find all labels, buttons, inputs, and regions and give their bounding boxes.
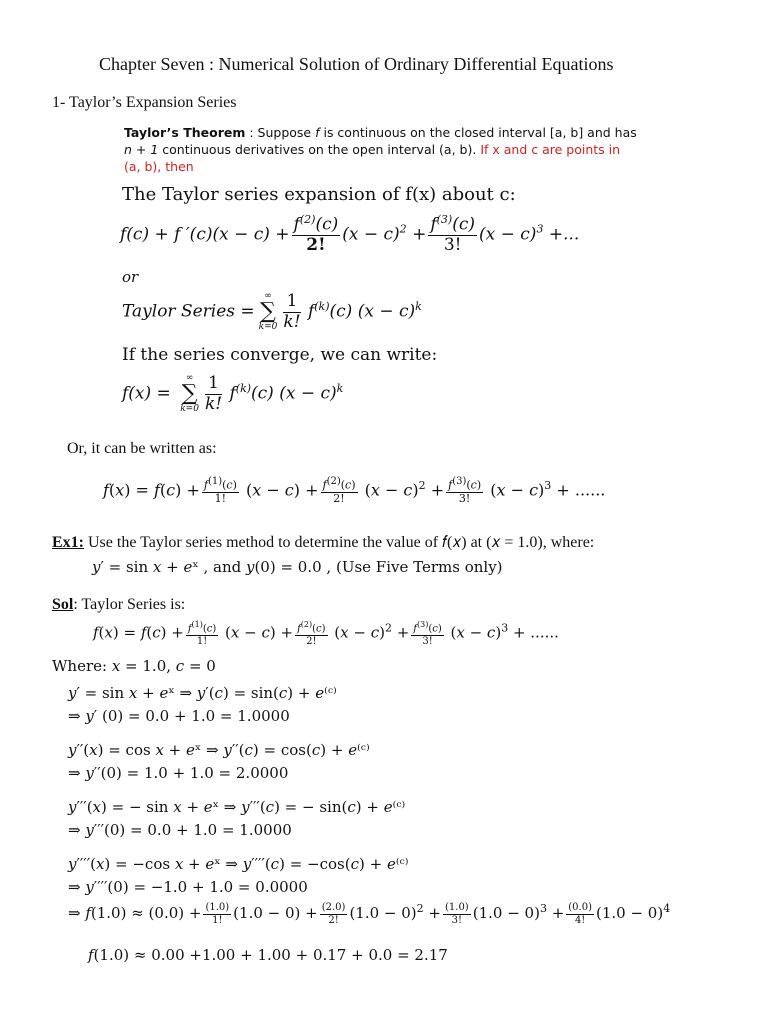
- final-result: 𝑓(1.0) ≈ 0.00 +1.00 + 1.00 + 0.17 + 0.0 = 2.17: [88, 946, 448, 964]
- derivative-line-2: 𝑦′′(𝑥) = cos 𝑥 + 𝑒ˣ ⇒ 𝑦′′(𝑐) = cos(𝑐) + 𝑒⁽ᶜ⁾: [68, 741, 370, 759]
- derivative-value-1: ⇒ 𝑦′ (0) = 0.0 + 1.0 = 1.0000: [68, 707, 290, 725]
- taylor-series-label: Taylor Series =: [122, 301, 255, 322]
- where-line: Where: 𝑥 = 1.0, 𝑐 = 0: [52, 657, 216, 675]
- derivative-line-3: 𝑦′′′(𝑥) = − sin 𝑥 + 𝑒ˣ ⇒ 𝑦′′′(𝑐) = − sin(𝑐) + 𝑒⁽ᶜ⁾: [68, 798, 406, 816]
- example-1-text: Use the Taylor series method to determine the value of 𝑓(𝑥) at (𝑥 = 1.0), where:: [84, 534, 595, 551]
- theorem-line-2: [124, 141, 620, 158]
- solution-formula: 𝑓(𝑥) = 𝑓(𝑐) + $\frac{𝑓^{(1)}(𝑐)}{1!}$ (𝑥 − 𝑐) + $\frac{𝑓^{(2)}(𝑐)}{2!}$ (𝑥 − 𝑐)$^2$ + $\frac{𝑓^{(3)}(𝑐)}{3!}$ (𝑥 − 𝑐)$^3$ + ......: [93, 620, 559, 647]
- theorem-text-1a: : Suppose: [245, 125, 316, 140]
- derivative-value-2: ⇒ 𝑦′′(0) = 1.0 + 1.0 = 2.0000: [68, 764, 289, 782]
- expansion-formula: f(c) + f ′(c)(x − c) + $\frac{f^{(2)}(c)}{2!}$ $(x - c)^2$ + $\frac{f^{(3)}(c)}{3!}$ $(x - c)^3$ +...: [120, 213, 580, 256]
- example-1-line: [52, 534, 594, 552]
- theorem-line-3: (a, b), then: [124, 159, 194, 174]
- solution-line: [52, 596, 185, 614]
- converge-formula: f(x) = ∞ ∑ k=0 $\frac{1}{k!}$ $f^{(k)}(c) (x - c)^k$: [122, 373, 344, 415]
- example-1-label: Ex1:: [52, 534, 84, 551]
- taylor-substitution: ⇒ 𝑓(1.0) ≈ (0.0) + $\frac{(1.0)}{1!}$ (1.0 − 0) + $\frac{(2.0)}{2!}$ $(1.0 - 0)^2$ + $\frac{(1.0)}{3!}$ $(1.0 - 0)^3$ + $\frac{(0.0)}{4!}$ $(1.0 - 0)^4$: [68, 902, 671, 926]
- written-as-text: Or, it can be written as:: [67, 440, 217, 457]
- theorem-label: Taylor’s Theorem: [124, 125, 246, 140]
- expansion-heading: The Taylor series expansion of f(x) about c:: [122, 184, 516, 205]
- taylor-series-sum: Taylor Series = ∞ ∑ k=0 $\frac{1}{k!}$ $f^{(k)}(c) (x - c)^k$: [122, 291, 422, 333]
- theorem-red-2: If x and c are points in: [480, 142, 621, 157]
- derivative-line-1: 𝑦′ = sin 𝑥 + 𝑒ˣ ⇒ 𝑦′(𝑐) = sin(𝑐) + 𝑒⁽ᶜ⁾: [68, 684, 337, 702]
- solution-text: : Taylor Series is:: [73, 596, 186, 613]
- alternate-formula: 𝑓(𝑥) = 𝑓(𝑐) + $\frac{𝑓^{(1)}(𝑐)}{1!}$ (𝑥 − 𝑐) + $\frac{𝑓^{(2)}(𝑐)}{2!}$ (𝑥 − 𝑐)$^2$ + $\frac{𝑓^{(3)}(𝑐)}{3!}$ (𝑥 − 𝑐)$^3$ + ......: [103, 476, 606, 506]
- theorem-n: n + 1: [124, 142, 159, 157]
- derivative-value-3: ⇒ 𝑦′′′(0) = 0.0 + 1.0 = 1.0000: [68, 821, 292, 839]
- theorem-text-2b: continuous derivatives on the open interval (a, b).: [158, 142, 481, 157]
- example-1-condition: 𝑦′ = sin 𝑥 + 𝑒ˣ , and 𝑦(0) = 0.0 , (Use Five Terms only): [92, 558, 503, 576]
- theorem-f: f: [315, 125, 320, 140]
- page-title: Chapter Seven : Numerical Solution of Ordinary Differential Equations: [99, 54, 614, 74]
- converge-text: If the series converge, we can write:: [122, 345, 438, 365]
- theorem-text-1b: is continuous on the closed interval [a, b] and has: [319, 125, 637, 140]
- section-heading: 1- Taylor’s Expansion Series: [52, 94, 237, 111]
- derivative-value-4: ⇒ 𝑦′′′′(0) = −1.0 + 1.0 = 0.0000: [68, 878, 308, 896]
- derivative-line-4: 𝑦′′′′(𝑥) = −cos 𝑥 + 𝑒ˣ ⇒ 𝑦′′′′(𝑐) = −cos(𝑐) + 𝑒⁽ᶜ⁾: [68, 855, 409, 873]
- theorem-line-1: [124, 124, 637, 141]
- solution-label: Sol: [52, 596, 74, 613]
- or-label: or: [122, 268, 139, 286]
